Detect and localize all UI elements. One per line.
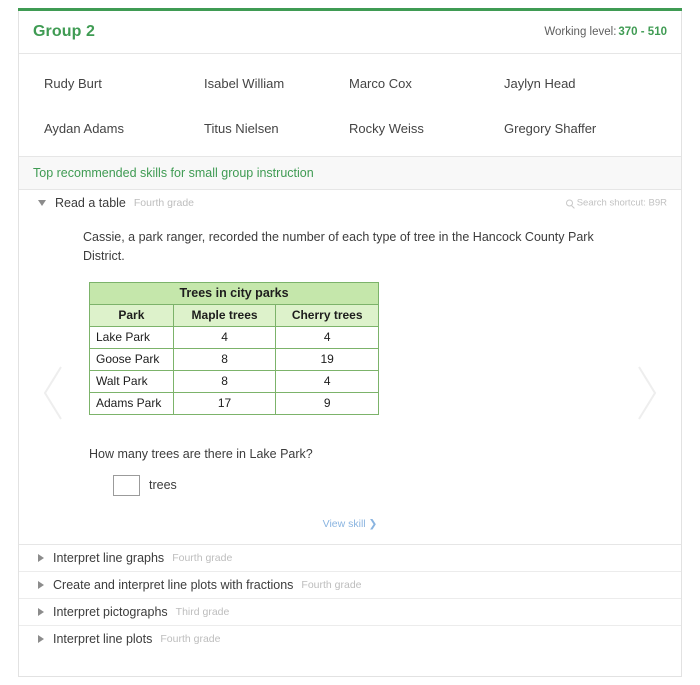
cell-maple: 8: [173, 370, 276, 392]
skill-row-collapsed[interactable]: [19, 572, 681, 599]
cell-cherry: 4: [276, 326, 379, 348]
skill-title: Interpret pictographs: [53, 604, 168, 619]
cell-park: Walt Park: [90, 370, 174, 392]
chevron-right-icon[interactable]: [38, 635, 44, 643]
search-shortcut-label: Search shortcut: B9R: [576, 197, 667, 209]
cell-maple: 4: [173, 326, 276, 348]
working-level: [544, 26, 667, 38]
next-question-button[interactable]: [633, 364, 659, 422]
skill-grade: Fourth grade: [133, 197, 195, 209]
cell-cherry: 19: [276, 348, 379, 370]
skill-grade: Third grade: [175, 605, 230, 618]
skill-grade: Fourth grade: [301, 578, 362, 591]
student-item[interactable]: Aydan Adams: [44, 121, 124, 136]
skill-row-collapsed[interactable]: [19, 626, 681, 653]
skill-preview-panel: [19, 216, 681, 545]
group-card: [18, 11, 682, 677]
column-header: Park: [90, 304, 174, 326]
answer-row: [113, 475, 681, 496]
working-level-label: Working level:: [544, 26, 617, 38]
previous-question-button[interactable]: [41, 364, 67, 422]
student-item[interactable]: Rudy Burt: [44, 76, 102, 91]
answer-unit-label: trees: [149, 478, 177, 492]
chevron-right-icon[interactable]: [38, 581, 44, 589]
cell-maple: 8: [173, 348, 276, 370]
skill-title: Interpret line graphs: [53, 550, 165, 565]
question-text: How many trees are there in Lake Park?: [89, 446, 313, 461]
skill-grade: Fourth grade: [172, 551, 233, 564]
table-title: Trees in city parks: [90, 282, 379, 304]
skill-grade: Fourth grade: [160, 633, 221, 645]
table-row: [90, 370, 379, 392]
student-item[interactable]: Isabel William: [204, 76, 285, 91]
working-level-value: 370 - 510: [618, 26, 667, 38]
table-row: [90, 326, 379, 348]
cell-cherry: 9: [276, 392, 379, 414]
student-list: [19, 54, 681, 157]
recommended-skills-banner: Top recommended skills for small group instruction: [19, 157, 681, 190]
search-icon: [566, 200, 573, 207]
page-title: Group 2: [33, 23, 96, 40]
question-prompt: Cassie, a park ranger, recorded the number of each type of tree in the Hancock County Park District.: [83, 230, 594, 263]
search-shortcut[interactable]: [566, 198, 667, 209]
skill-title: Interpret line plots: [53, 632, 153, 646]
chevron-right-icon[interactable]: [38, 608, 44, 616]
table-header-row: [90, 304, 379, 326]
view-skill-link[interactable]: [19, 518, 681, 530]
student-item[interactable]: Gregory Shaffer: [504, 121, 597, 136]
answer-input[interactable]: [113, 475, 140, 496]
chevron-right-icon[interactable]: [38, 554, 44, 562]
student-item[interactable]: Jaylyn Head: [504, 76, 576, 91]
student-item[interactable]: Titus Nielsen: [204, 121, 279, 136]
cell-maple: 17: [173, 392, 276, 414]
skill-row-collapsed[interactable]: [19, 545, 681, 572]
cell-park: Goose Park: [90, 348, 174, 370]
table-row: [90, 392, 379, 414]
skill-header-read-a-table[interactable]: [19, 190, 681, 216]
chevron-down-icon[interactable]: [38, 200, 46, 206]
student-item[interactable]: Marco Cox: [349, 76, 412, 91]
cell-park: Lake Park: [90, 326, 174, 348]
skill-title: Read a table: [55, 196, 126, 210]
cell-park: Adams Park: [90, 392, 174, 414]
student-item[interactable]: Rocky Weiss: [349, 121, 424, 136]
cell-cherry: 4: [276, 370, 379, 392]
column-header: Maple trees: [173, 304, 276, 326]
trees-data-table: [89, 282, 681, 415]
group-header: [19, 11, 681, 54]
column-header: Cherry trees: [276, 304, 379, 326]
skill-title: Create and interpret line plots with fractions: [53, 577, 294, 592]
table-row: [90, 348, 379, 370]
skill-row-collapsed[interactable]: [19, 599, 681, 626]
view-skill-label: View skill ❯: [322, 517, 378, 530]
